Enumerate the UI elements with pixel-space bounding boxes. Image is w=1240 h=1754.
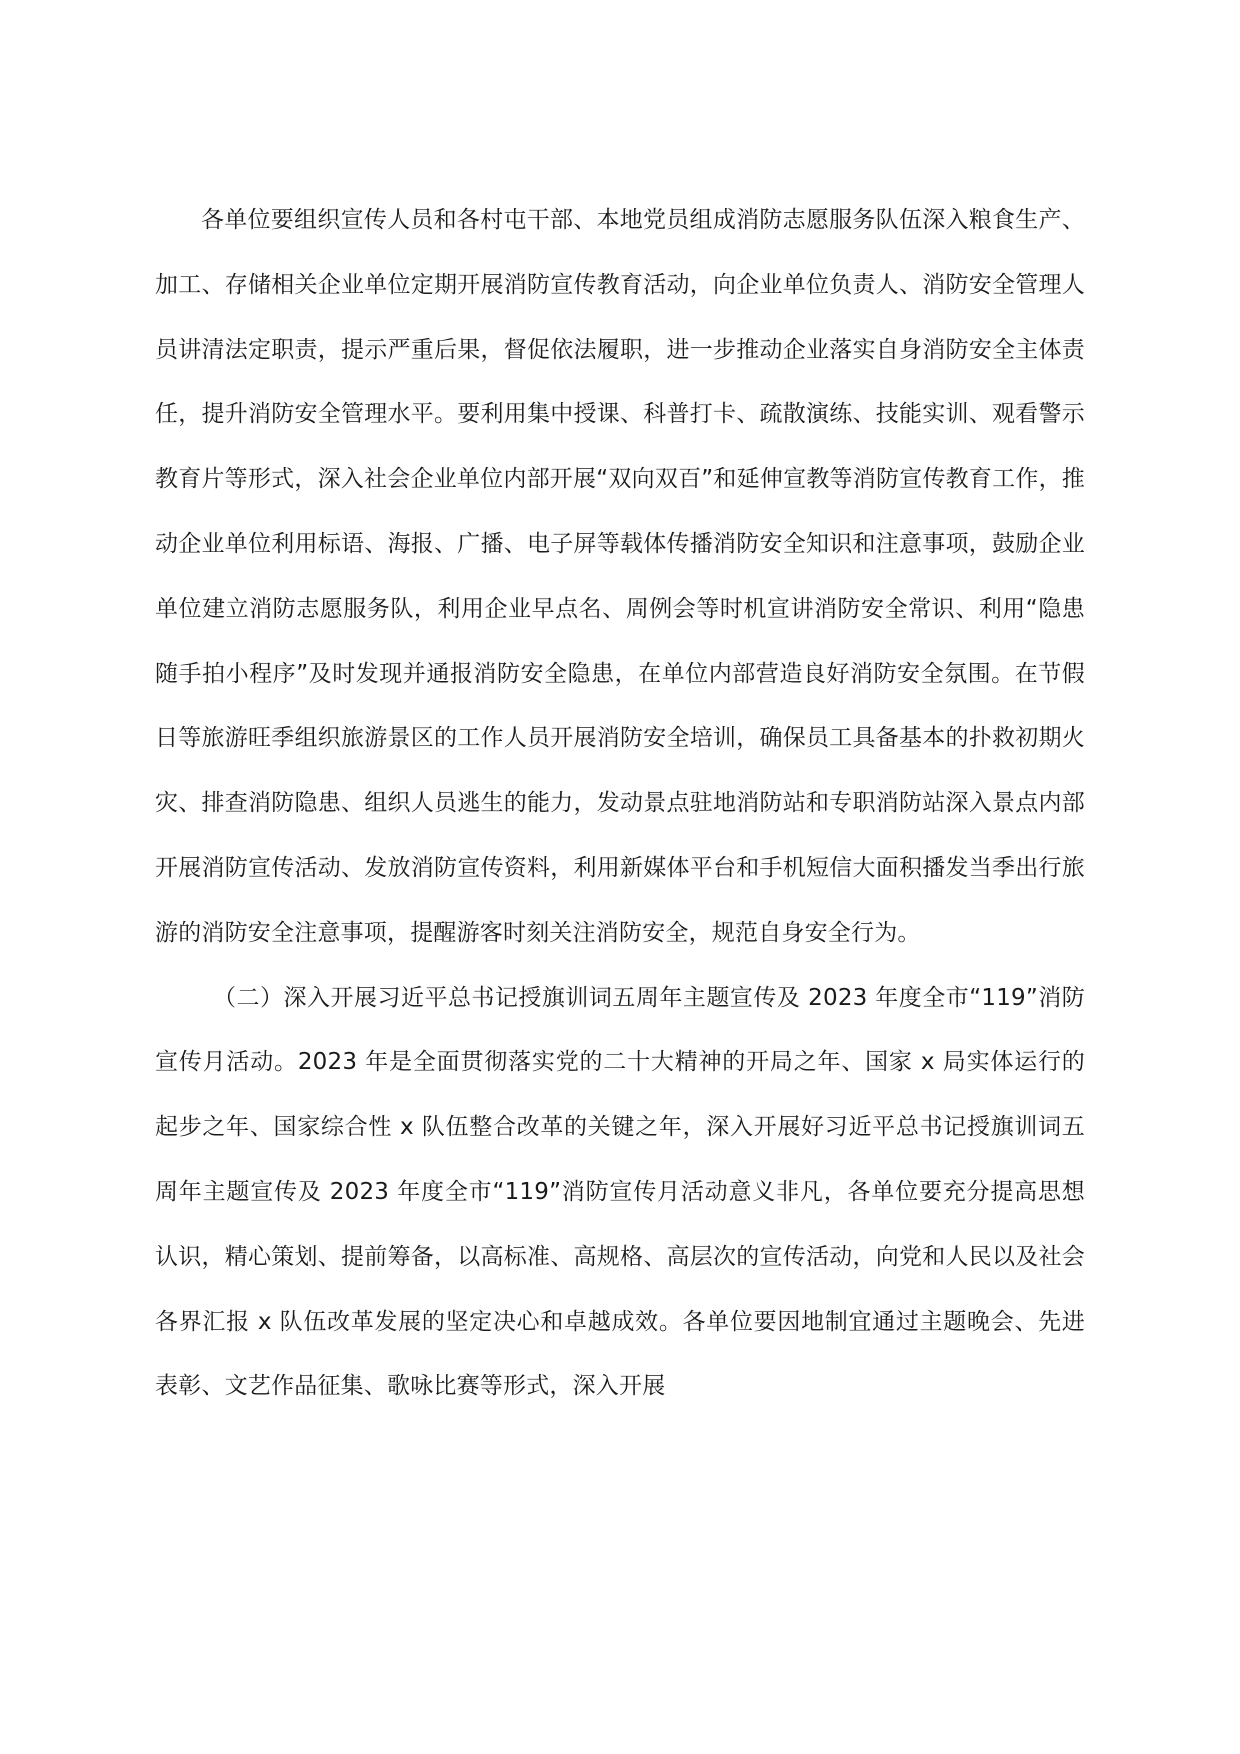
paragraph-fire-safety-education: 各单位要组织宣传人员和各村屯干部、本地党员组成消防志愿服务队伍深入粮食生产、加工、存储相关企业单位定期开展消防宣传教育活动，向企业单位负责人、消防安全管理人员讲清法定职责，提示严重后果，督促依法履职，进一步推动企业落实自身消防安全主体责任，提升消防安全管理水平。要利用集中授课、科普打卡、疏散演练、技能实训、观看警示教育片等形式，深入社会企业单位内部开展“双向双百”和延伸宣教等消防宣传教育工作，推动企业单位利用标语、海报、广播、电子屏等载体传播消防安全知识和注意事项，鼓励企业单位建立消防志愿服务队，利用企业早点名、周例会等时机宣讲消防安全常识、利用“隐患随手拍小程序”及时发现并通报消防安全隐患，在单位内部营造良好消防安全氛围。在节假日等旅游旺季组织旅游景区的工作人员开展消防安全培训，确保员工具备基本的扑救初期火灾、排查消防隐患、组织人员逃生的能力，发动景点驻地消防站和专职消防站深入景点内部开展消防宣传活动、发放消防宣传资料，利用新媒体平台和手机短信大面积播发当季出行旅游的消防安全注意事项，提醒游客时刻关注消防安全，规范自身安全行为。	[155, 207, 1085, 946]
document-body	[155, 188, 1085, 1419]
paragraph-119-campaign: （二）深入开展习近平总书记授旗训词五周年主题宣传及 2023 年度全市“119”消防宣传月活动。2023 年是全面贯彻落实党的二十大精神的开局之年、国家 x 局实体运行的起步之年、国家综合性 x 队伍整合改革的关键之年，深入开展好习近平总书记授旗训词五周年主题宣传及 2023 年度全市“119”消防宣传月活动意义非凡，各单位要充分提高思想认识，精心策划、提前筹备，以高标准、高规格、高层次的宣传活动，向党和人民以及社会各界汇报 x 队伍改革发展的坚定决心和卓越成效。各单位要因地制宜通过主题晚会、先进表彰、文艺作品征集、歌咏比赛等形式，深入开展	[155, 984, 1085, 1400]
